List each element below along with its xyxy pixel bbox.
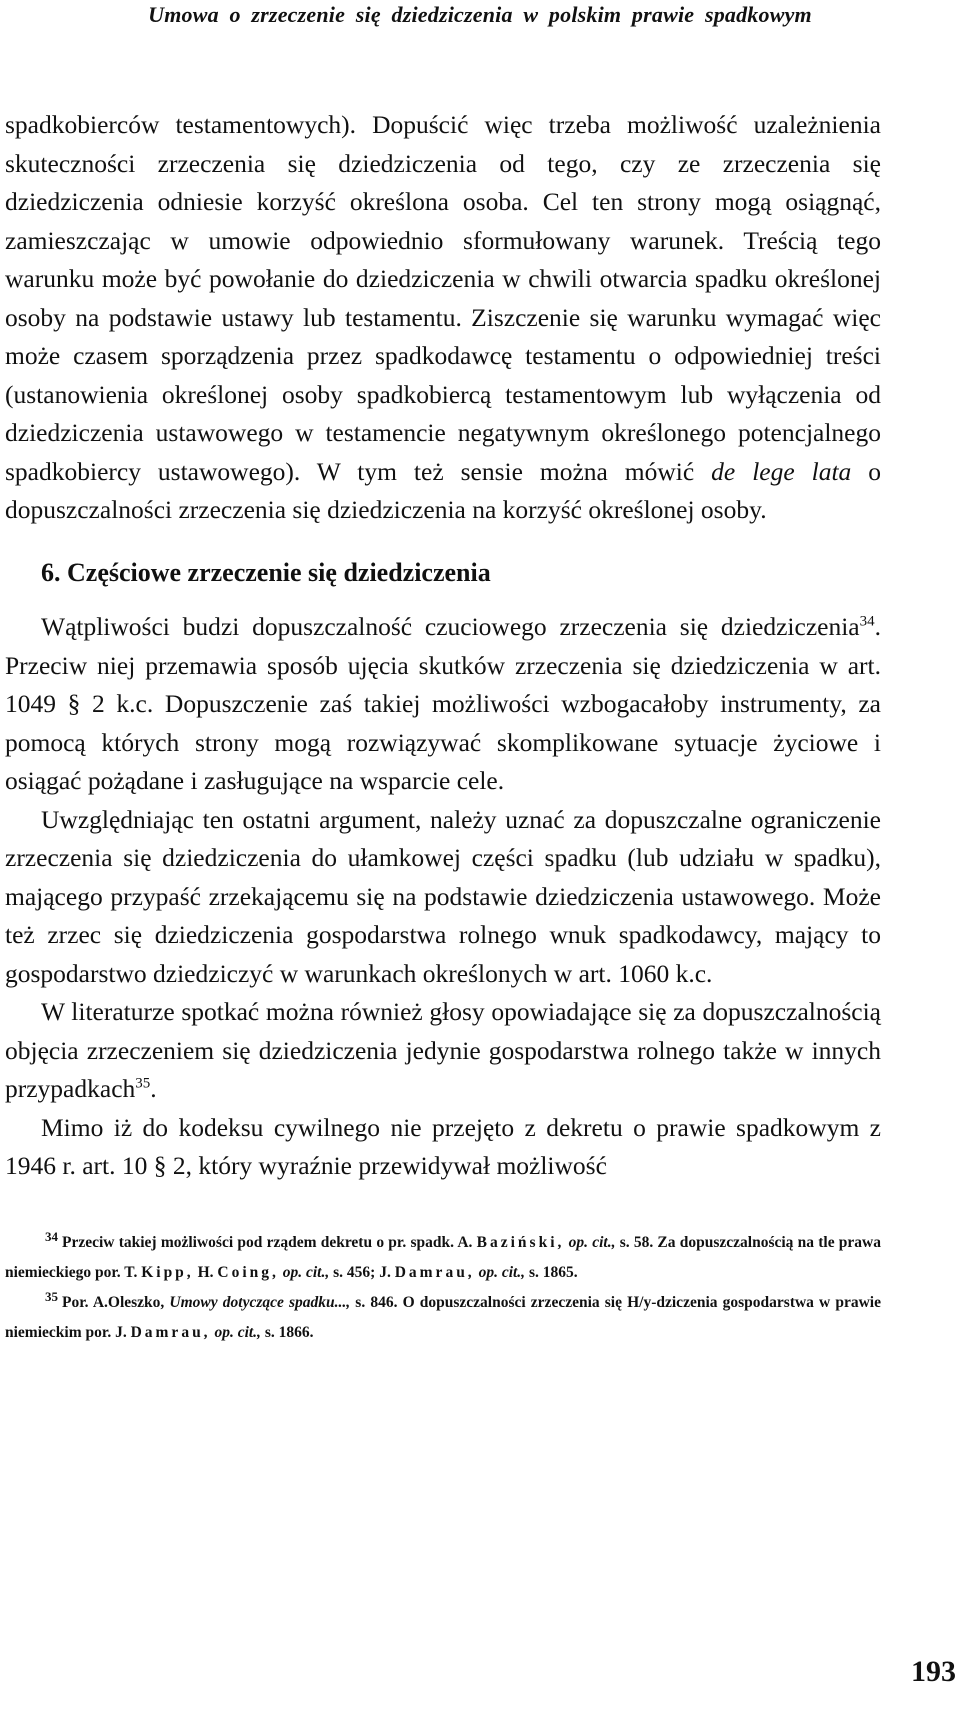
author-name: Coing, (217, 1264, 279, 1281)
paragraph-3: Uwzględniając ten ostatni argument, należy uznać za dopuszczalne ograniczenie zrzeczenia się dziedziczenia do ułamkowej części spadku (lub udziału w spadku), mającego przypaść zrzekającemu się na podstawie dziedziczenia ustawowego. Może też zrzec się dziedziczenia gospodarstwa rolnego wnuk spadkodawcy, mający to gospodarstwo dziedziczyć w warunkach określonych w art. 1060 k.c. (5, 804, 881, 988)
author-name: Kipp, (141, 1264, 194, 1281)
footnote-ref-35[interactable]: 35 (135, 1075, 151, 1092)
footnote-number: 35 (45, 1288, 58, 1304)
section-heading: 6. Częściowe zrzeczenie się dziedziczenia (41, 557, 491, 587)
main-text (5, 106, 881, 1186)
paragraph-5: Mimo iż do kodeksu cywilnego nie przejęto z dekretu o prawie spadkowym z 1946 r. art. 10 § 2, który wyraźnie przewidywał możliwość (5, 1112, 881, 1180)
paragraph-2: Wątpliwości budzi dopuszczalność czuciowego zrzeczenia się dziedziczenia$^{34}$. Przeciw niej przemawia sposób ujęcia skutków zrzeczenia się dziedziczenia w art. 1049 § 2 k.c. Dopuszczenie zaś takiej możliwości wzbogacałoby instrumenty, za pomocą których strony mogą rozwiązywać skomplikowane sytuacje życiowe i osiągać pożądane i zasługujące na wsparcie cele. (5, 612, 881, 795)
footnote-34: $^{34}$ Przeciw takiej możliwości pod rządem dekretu o pr. spadk. A. Baziński, op. cit., s. 58. Za dopuszczalnością na tle prawa niemieckiego por. T. Kipp, H. Coing, op. cit., s. 456; J. Damrau, op. cit., s. 1865. (5, 1228, 881, 1281)
footnote-number: 34 (45, 1228, 58, 1244)
author-name: Damrau, (130, 1324, 211, 1341)
paragraph-4: W literaturze spotkać można również głosy opowiadające się za dopuszczalnością objęcia zrzeczeniem się dziedziczenia jedynie gospodarstwa rolnego także w innych przypadkach$^{35}$. (5, 997, 881, 1103)
author-name: Baziński, (476, 1234, 565, 1251)
author-name: Damrau, (394, 1264, 475, 1281)
page-number: 193 (911, 1655, 956, 1688)
footnotes (5, 1228, 881, 1348)
italic-phrase: de lege lata (711, 456, 852, 486)
running-title: Umowa o zrzeczenie się dziedziczenia w polskim prawie spadkowym (148, 2, 812, 27)
footnote-ref-34[interactable]: 34 (859, 613, 875, 630)
paragraph-1: spadkobierców testamentowych). Dopuścić więc trzeba możliwość uzależnienia skuteczności zrzeczenia się dziedziczenia od tego, czy ze zrzeczenia się dziedziczenia odniesie korzyść określona osoba. Cel ten strony mogą osiągnąć, zamieszczając w umowie odpowiednio sformułowany warunek. Treścią tego warunku może być powołanie do dziedziczenia w chwili otwarcia spadku określonej osoby na podstawie ustawy lub testamentu. Ziszczenie się warunku wymagać więc może czasem sporządzenia przez spadkodawcę testamentu o odpowiedniej treści (ustanowienia określonej osoby spadkobiercą testamentowym lub wyłączenia od dziedziczenia ustawowego w testamencie negatywnym określonego potencjalnego spadkobiercy ustawowego). W tym też sensie można mówić de lege lata o dopuszczalności zrzeczenia się dziedziczenia na korzyść określonej osoby. (5, 110, 882, 524)
footnote-35: $^{35}$ Por. A.Oleszko, Umowy dotyczące spadku..., s. 846. O dopuszczalności zrzeczenia się H/y-dziczenia gospodarstwa w prawie niemieckim por. J. Damrau, op. cit., s. 1866. (5, 1288, 881, 1341)
